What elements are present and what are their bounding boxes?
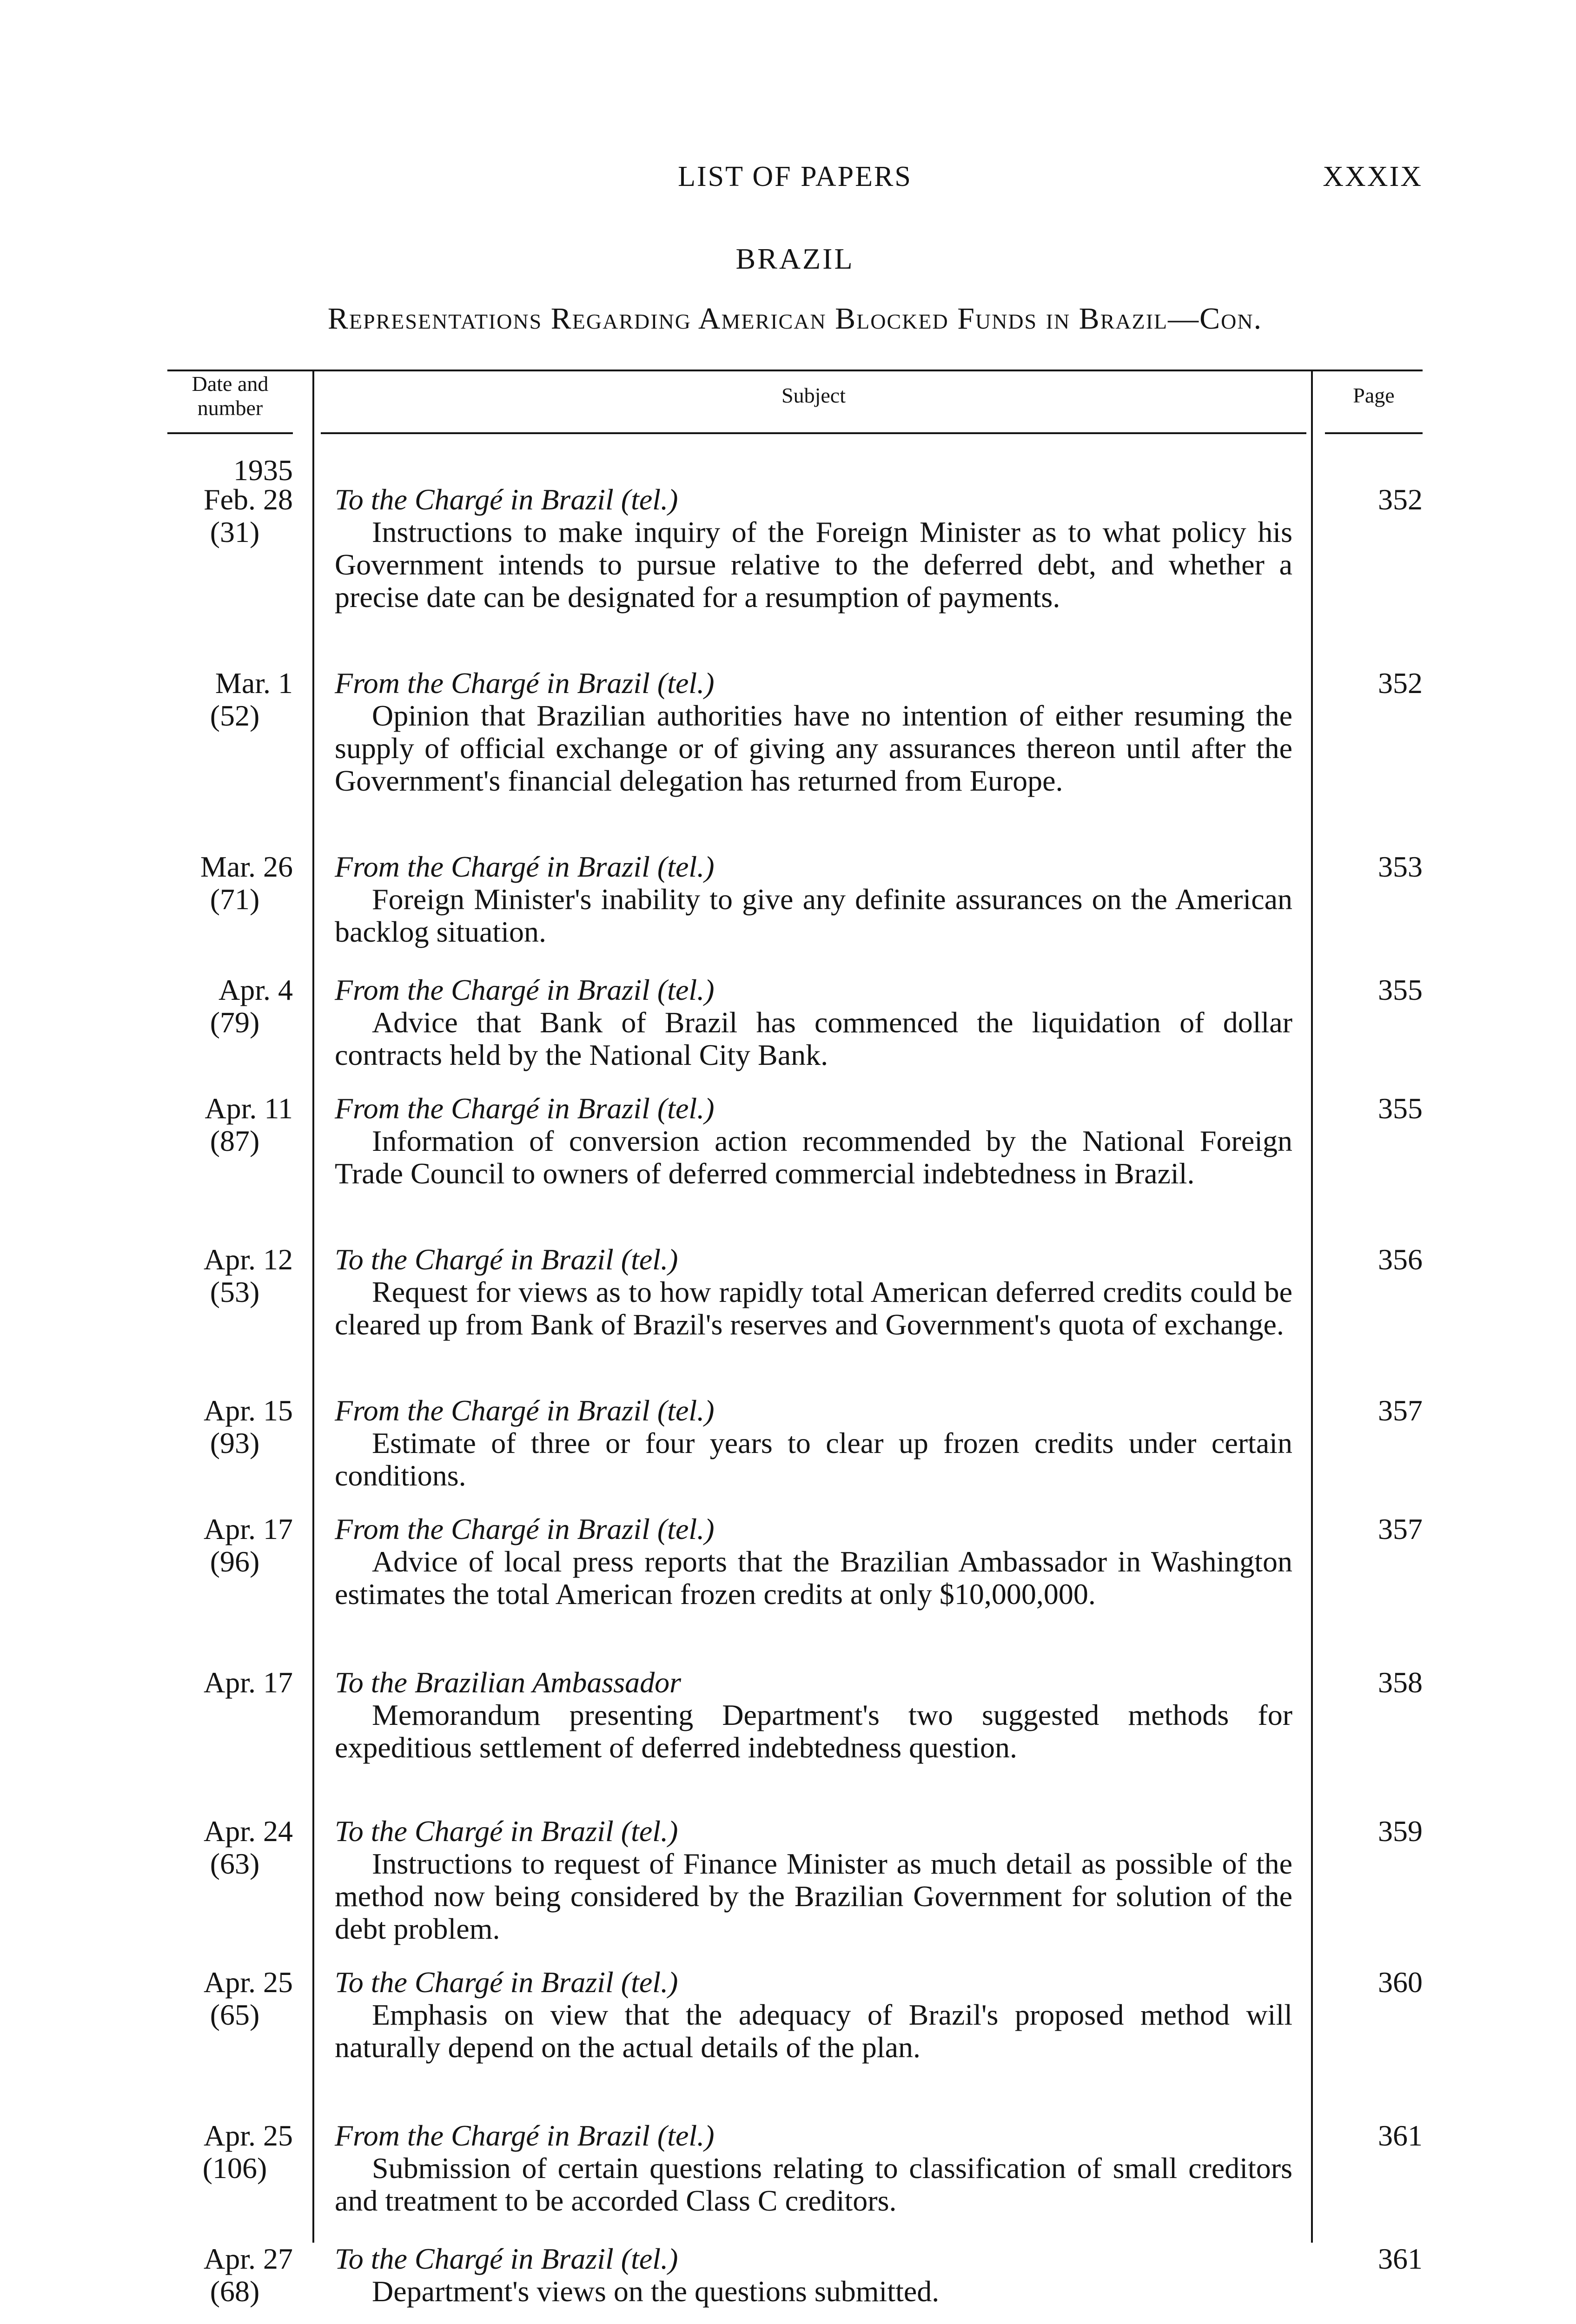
entry-page-number: 357 — [1378, 1512, 1423, 1545]
entry-date-cell — [167, 851, 293, 916]
entry-page-number: 359 — [1378, 1815, 1423, 1848]
entry-description: Advice of local press reports that the Brazilian Ambassador in Washington estimates the total American frozen credits at only $10,000,000. — [335, 1545, 1292, 1611]
entry-date: Apr. 25 — [204, 2119, 293, 2152]
entry-addressee: To the Chargé in Brazil (tel.) — [335, 1815, 678, 1848]
entry-number: (96) — [210, 1545, 260, 1578]
entry-addressee: To the Chargé in Brazil (tel.) — [335, 1966, 678, 1999]
entry-addressee: From the Chargé in Brazil (tel.) — [335, 667, 715, 700]
running-head — [167, 160, 1423, 202]
entry-description: Advice that Bank of Brazil has commenced the liquidation of dollar contracts held by the National City Bank. — [335, 1006, 1292, 1071]
column-head-date: Date and number — [192, 372, 269, 420]
entry-page-number: 353 — [1378, 850, 1423, 883]
entry-description: Submission of certain questions relating to classification of small creditors and treatment to be accorded Class C creditors. — [335, 2152, 1292, 2217]
entry-date-cell — [167, 1243, 293, 1308]
entry-description: Request for views as to how rapidly total American deferred credits could be cleared up from Bank of Brazil's reserves and Government's quota of exchange. — [335, 1275, 1292, 1341]
entry-description: Foreign Minister's inability to give any definite assurances on the American backlog situation. — [335, 883, 1292, 948]
entry-date: Apr. 17 — [204, 1666, 293, 1699]
entry-date: Apr. 12 — [204, 1243, 293, 1276]
page-header-rule — [1325, 432, 1423, 434]
page-numeral: XXXIX — [1323, 161, 1423, 192]
entry-page-number: 355 — [1378, 1092, 1423, 1125]
entry-date-cell — [167, 1513, 293, 1578]
entry-page-number: 361 — [1378, 2119, 1423, 2152]
entry-number: (31) — [210, 515, 260, 548]
entry-description: Instructions to request of Finance Minister as much detail as possible of the method now being considered by the Brazilian Government for solution of the debt problem. — [335, 1847, 1292, 1945]
entry-number: (93) — [210, 1426, 260, 1459]
running-title: LIST OF PAPERS — [678, 161, 912, 192]
entry-addressee: From the Chargé in Brazil (tel.) — [335, 1512, 715, 1545]
entry-page-number: 356 — [1378, 1243, 1423, 1276]
entry-description: Opinion that Brazilian authorities have no intention of either resuming the supply of official exchange or of giving any assurances thereon until after the Government's financial delegation has returned from Europe. — [335, 699, 1292, 797]
entry-page-number: 361 — [1378, 2242, 1423, 2275]
entry-number: (71) — [210, 883, 260, 916]
entry-date: Apr. 25 — [204, 1966, 293, 1999]
entry-addressee: To the Brazilian Ambassador — [335, 1666, 682, 1699]
entry-subject — [335, 2119, 1292, 2217]
year-label: 1935 — [233, 454, 293, 487]
entry-page-number: 357 — [1378, 1394, 1423, 1427]
entry-date-cell — [167, 974, 293, 1039]
entry-subject — [335, 1092, 1292, 1190]
entry-date: Mar. 26 — [200, 850, 293, 883]
entry-subject — [335, 1243, 1292, 1341]
entry-subject — [335, 851, 1292, 948]
entry-date-cell — [167, 1966, 293, 2031]
entry-subject — [335, 1815, 1292, 1945]
entry-number: (68) — [210, 2275, 260, 2308]
table-top-rule — [167, 370, 1423, 371]
subject-header-rule — [321, 432, 1306, 434]
entry-date-cell — [167, 2243, 293, 2308]
entry-subject — [335, 1666, 1292, 1764]
entry-page-number: 360 — [1378, 1966, 1423, 1999]
entry-date: Apr. 27 — [204, 2242, 293, 2275]
entry-subject — [335, 1394, 1292, 1492]
entry-date-cell — [167, 1092, 293, 1157]
entry-subject — [335, 667, 1292, 797]
entry-date: Apr. 24 — [204, 1815, 293, 1848]
date-header-rule — [167, 432, 293, 434]
entry-date-cell — [167, 483, 293, 548]
entry-date-cell — [167, 1666, 293, 1699]
entry-date-cell — [167, 2119, 293, 2185]
entry-addressee: From the Chargé in Brazil (tel.) — [335, 973, 715, 1006]
entry-description: Department's views on the questions submitted. — [372, 2275, 940, 2308]
entry-description: Emphasis on view that the adequacy of Brazil's proposed method will naturally depend on the actual details of the plan. — [335, 1998, 1292, 2064]
entry-addressee: From the Chargé in Brazil (tel.) — [335, 1092, 715, 1125]
entry-number: (79) — [210, 1006, 260, 1039]
country-heading: BRAZIL — [735, 242, 854, 275]
entry-addressee: From the Chargé in Brazil (tel.) — [335, 2119, 715, 2152]
entry-date: Mar. 1 — [215, 667, 293, 700]
entry-subject — [335, 1966, 1292, 2064]
entry-addressee: To the Chargé in Brazil (tel.) — [335, 2242, 678, 2275]
entry-addressee: From the Chargé in Brazil (tel.) — [335, 850, 715, 883]
entry-subject — [335, 483, 1292, 614]
entry-addressee: From the Chargé in Brazil (tel.) — [335, 1394, 715, 1427]
entry-subject — [335, 1513, 1292, 1611]
entry-number: (106) — [202, 2152, 267, 2185]
entry-page-number: 358 — [1378, 1666, 1423, 1699]
column-head-page: Page — [1353, 383, 1395, 407]
entry-addressee: To the Chargé in Brazil (tel.) — [335, 1243, 678, 1276]
entry-date-cell — [167, 1394, 293, 1459]
entry-date-cell — [167, 1815, 293, 1880]
entry-description: Information of conversion action recommended by the National Foreign Trade Council to owners of deferred commercial indebtedness in Brazil. — [335, 1124, 1292, 1190]
entry-subject — [335, 2243, 1292, 2308]
entry-page-number: 352 — [1378, 483, 1423, 516]
entry-description: Instructions to make inquiry of the Foreign Minister as to what policy his Government intends to pursue relative to the deferred debt, and whether a precise date can be designated for a resumption of payments. — [335, 515, 1292, 614]
section-title: Representations Regarding American Blocked Funds in Brazil—Con. — [327, 302, 1263, 336]
entry-date: Apr. 17 — [204, 1512, 293, 1545]
entry-addressee: To the Chargé in Brazil (tel.) — [335, 483, 678, 516]
entry-subject — [335, 974, 1292, 1071]
column-rule-left — [312, 370, 314, 2243]
entry-date: Feb. 28 — [204, 483, 293, 516]
entry-number: (63) — [210, 1847, 260, 1880]
entry-description: Estimate of three or four years to clear up frozen credits under certain conditions. — [335, 1426, 1292, 1492]
entry-page-number: 355 — [1378, 973, 1423, 1006]
entry-number: (53) — [210, 1275, 260, 1308]
entry-number: (65) — [210, 1998, 260, 2031]
column-head-subject: Subject — [781, 383, 846, 407]
column-rule-right — [1311, 370, 1313, 2243]
entry-number: (87) — [210, 1124, 260, 1157]
entry-page-number: 352 — [1378, 667, 1423, 700]
entry-description: Memorandum presenting Department's two suggested methods for expeditious settlement of deferred indebtedness question. — [335, 1698, 1292, 1764]
entry-number: (52) — [210, 699, 260, 732]
entry-date: Apr. 15 — [204, 1394, 293, 1427]
entry-date-cell — [167, 667, 293, 732]
entry-date: Apr. 4 — [219, 973, 293, 1006]
entry-date: Apr. 11 — [205, 1092, 293, 1125]
